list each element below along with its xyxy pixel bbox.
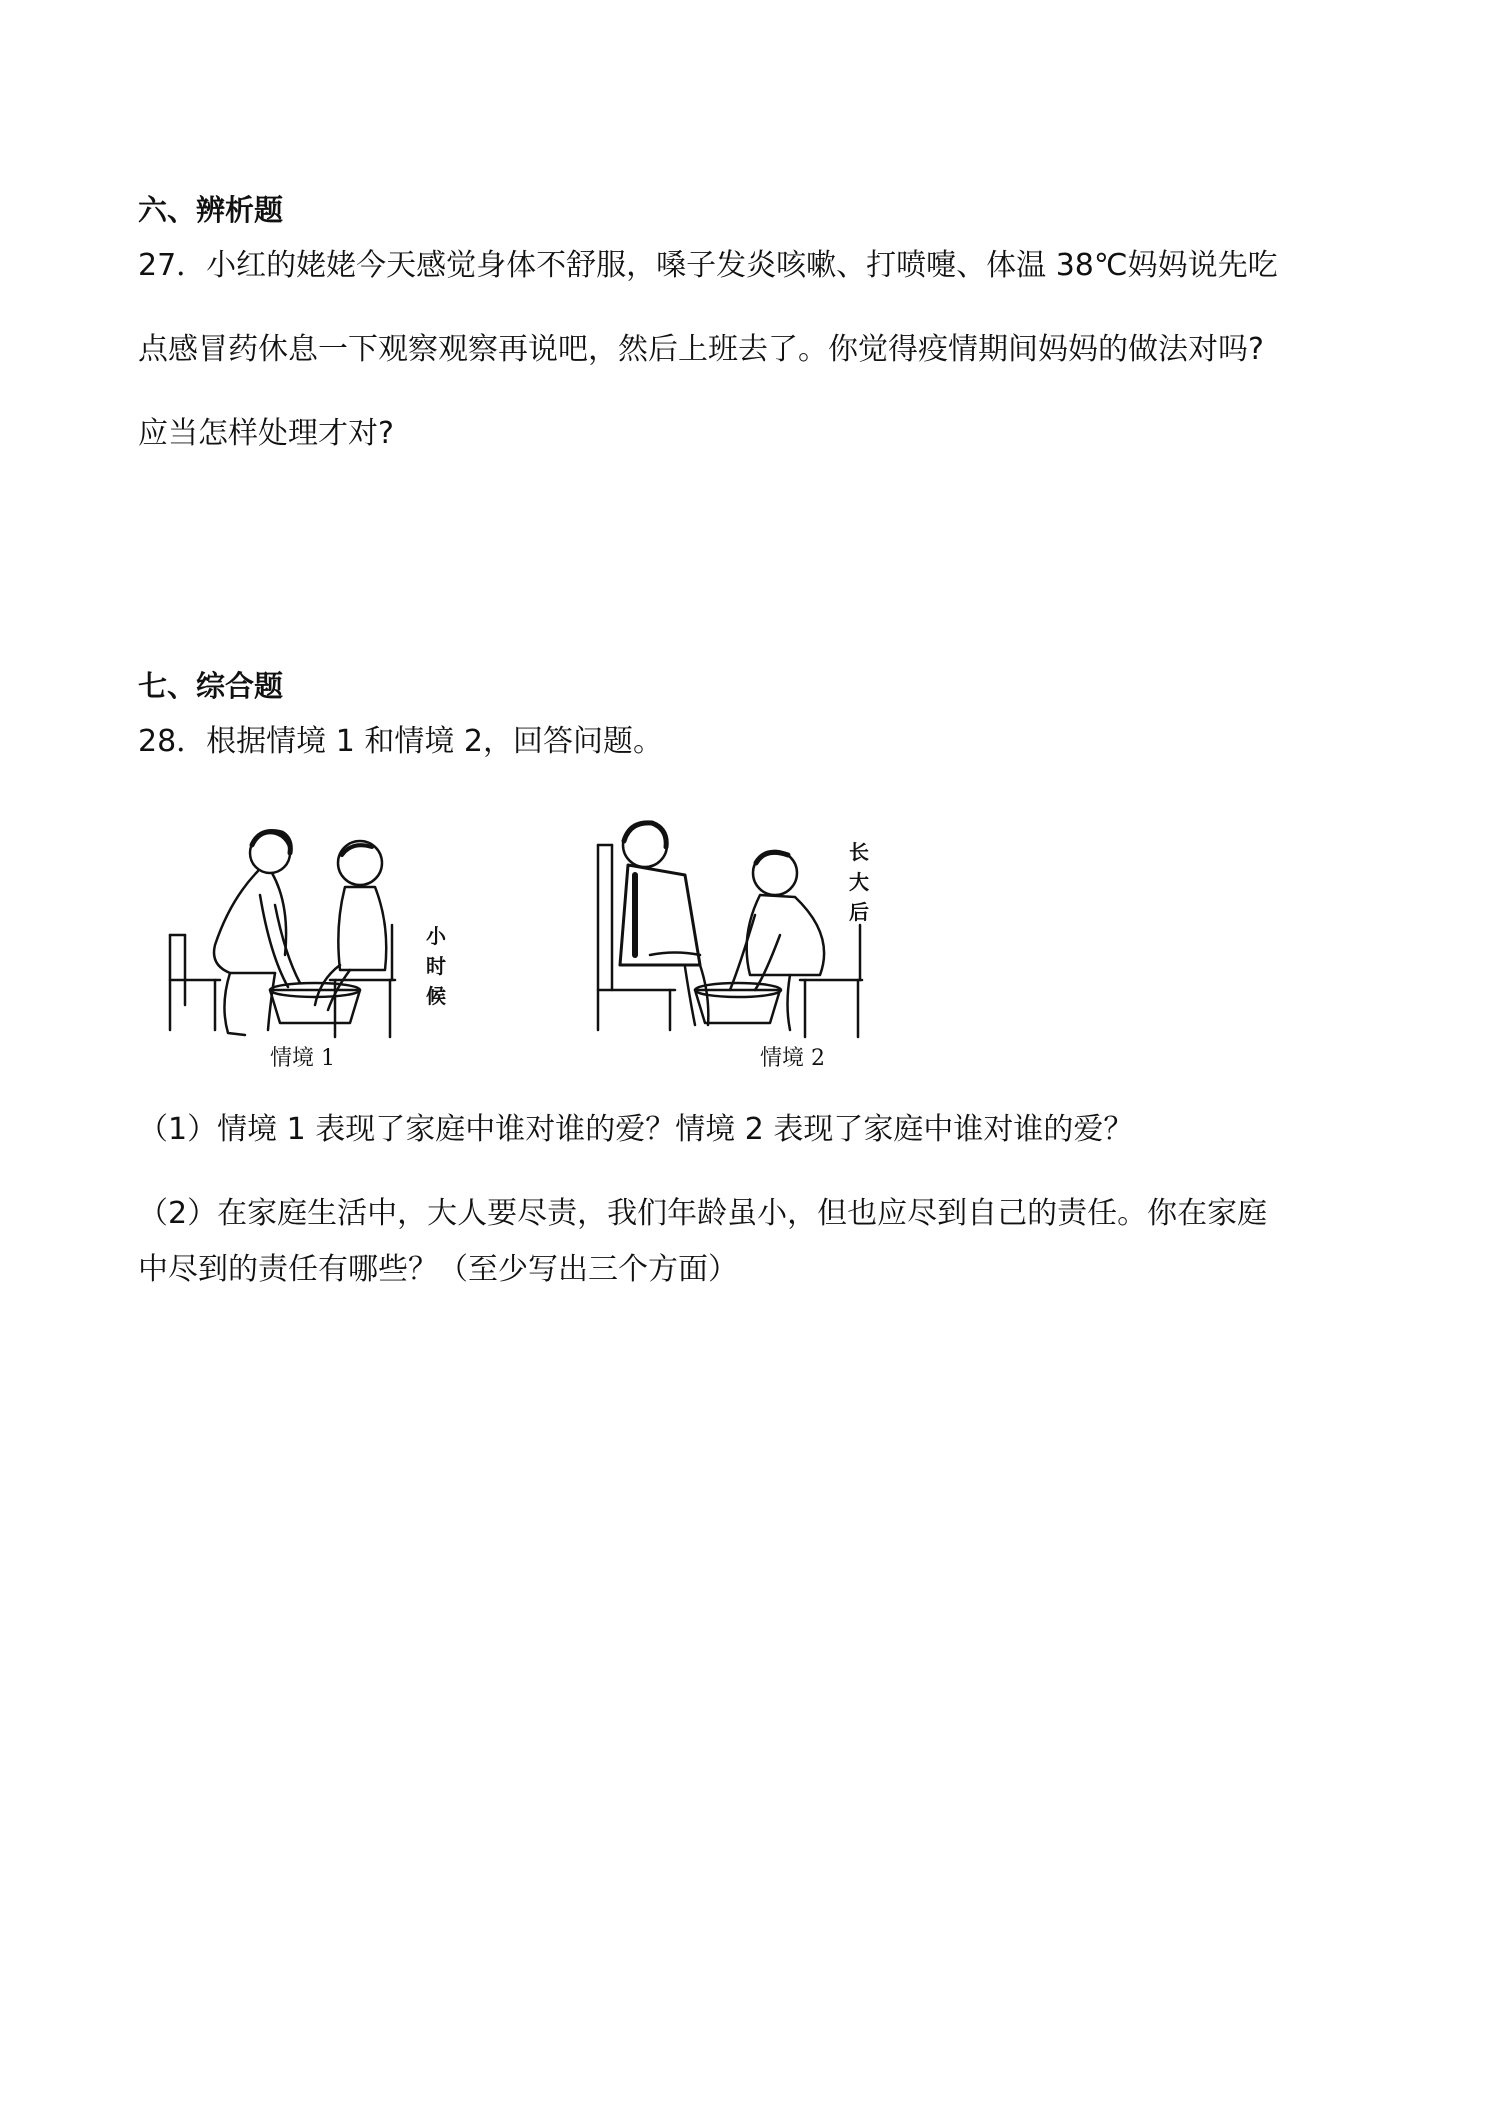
q28-intro: 28．根据情境 1 和情境 2，回答问题。: [138, 724, 663, 759]
figure-1-side-label: 小时候: [426, 924, 446, 1008]
figure-situation-2: [590, 805, 890, 1071]
q27-line-2: 点感冒药休息一下观察观察再说吧，然后上班去了。你觉得疫情期间妈妈的做法对吗?: [138, 332, 1264, 367]
q28-sub-question-2-line-2: 中尽到的责任有哪些？（至少写出三个方面）: [138, 1252, 738, 1287]
q28-sub-question-1: （1）情境 1 表现了家庭中谁对谁的爱？情境 2 表现了家庭中谁对谁的爱？: [138, 1112, 1134, 1147]
q28-sub-question-2-line-1: （2）在家庭生活中，大人要尽责，我们年龄虽小，但也应尽到自己的责任。你在家庭: [138, 1196, 1268, 1231]
figure-2-caption: 情境 2: [760, 1046, 825, 1071]
section-7-title: 七、综合题: [138, 669, 284, 703]
q27-line-1: 27．小红的姥姥今天感觉身体不舒服，嗓子发炎咳嗽、打喷嚏、体温 38℃妈妈说先吃: [138, 248, 1278, 283]
figure-2-side-label: 长大后: [849, 840, 869, 924]
section-6-title: 六、辨析题: [138, 193, 284, 227]
figure-situation-1: [160, 805, 460, 1071]
foot-washing-childhood-illustration: [160, 805, 460, 1045]
q27-line-3: 应当怎样处理才对?: [138, 416, 394, 451]
foot-washing-adulthood-illustration: [590, 805, 890, 1045]
figure-1-caption: 情境 1: [270, 1046, 335, 1071]
